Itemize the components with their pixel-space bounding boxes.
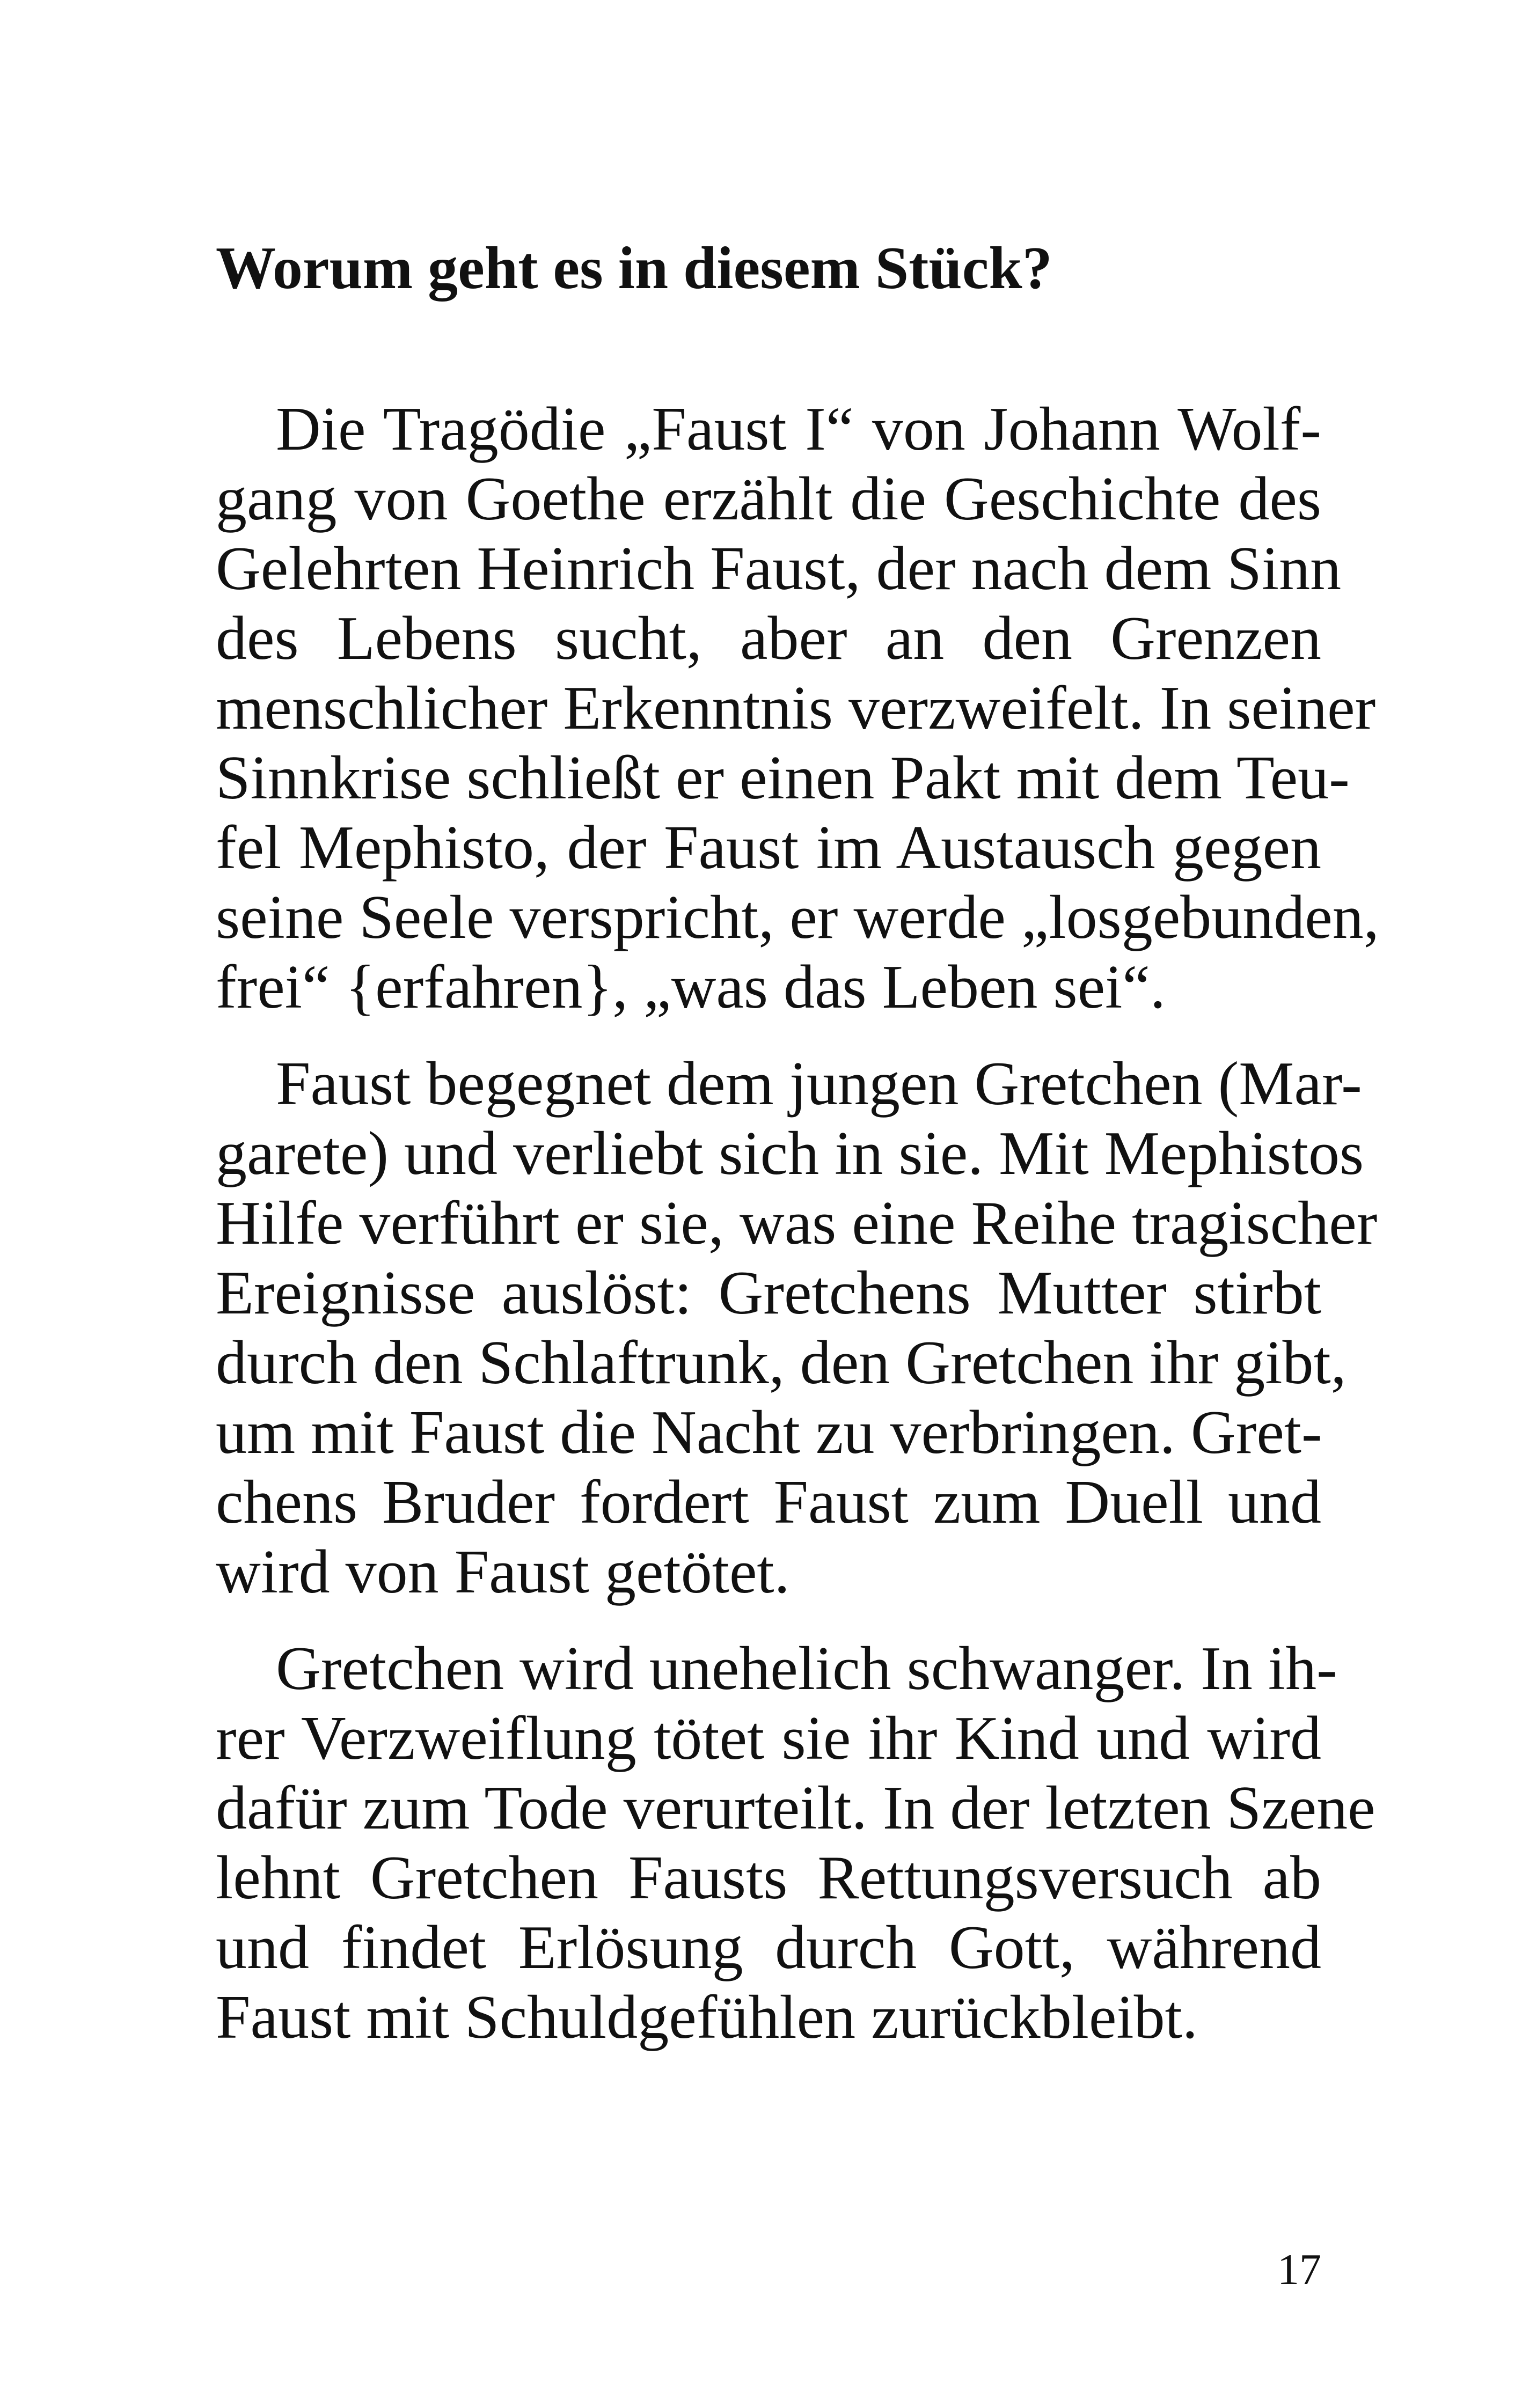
paragraph-line: wird von Faust getötet. — [216, 1538, 790, 1606]
paragraph-line: und findet Erlösung durch Gott, während — [216, 1913, 1321, 1982]
paragraph-line: Faust mit Schuldgefühlen zurückbleibt. — [216, 1983, 1198, 2052]
paragraph-line: lehnt Gretchen Fausts Rettungsversuch ab — [216, 1844, 1321, 1912]
paragraph-line: gang von Goethe erzählt die Geschichte des — [216, 465, 1321, 533]
paragraph-line: des Lebens sucht, aber an den Grenzen — [216, 604, 1321, 673]
paragraph-line: rer Verzweiflung tötet sie ihr Kind und wird — [216, 1704, 1321, 1773]
section-heading: Worum geht es in diesem Stück? — [216, 235, 1052, 302]
paragraph-line: dafür zum Tode verurteilt. In der letzten Szene — [216, 1774, 1375, 1842]
paragraph-line: Gelehrten Heinrich Faust, der nach dem Sinn — [216, 534, 1342, 603]
paragraph-line: menschlicher Erkenntnis verzweifelt. In seiner — [216, 674, 1376, 743]
paragraph-line: durch den Schlaftrunk, den Gretchen ihr gibt, — [216, 1328, 1347, 1397]
paragraph-line: frei“ {erfahren}, „was das Leben sei“. — [216, 953, 1166, 1022]
page-number: 17 — [1277, 2245, 1321, 2294]
paragraph-line: Gretchen wird unehelich schwanger. In ih- — [276, 1634, 1337, 1703]
paragraph-line: chens Bruder fordert Faust zum Duell und — [216, 1468, 1321, 1537]
paragraph-line: Ereignisse auslöst: Gretchens Mutter stirbt — [216, 1259, 1321, 1327]
paragraph-line: Hilfe verführt er sie, was eine Reihe tragischer — [216, 1189, 1378, 1258]
paragraph-line: um mit Faust die Nacht zu verbringen. Gret- — [216, 1398, 1322, 1467]
paragraph-line: seine Seele verspricht, er werde „losgebunden, — [216, 883, 1379, 952]
paragraph-line: garete) und verliebt sich in sie. Mit Mephistos — [216, 1119, 1364, 1188]
paragraph-line: Faust begegnet dem jungen Gretchen (Mar- — [276, 1049, 1362, 1118]
paragraph-line: Die Tragödie „Faust I“ von Johann Wolf- — [276, 395, 1321, 464]
paragraph-line: fel Mephisto, der Faust im Austausch gegen — [216, 813, 1321, 882]
paragraph-line: Sinnkrise schließt er einen Pakt mit dem Teu- — [216, 744, 1350, 812]
